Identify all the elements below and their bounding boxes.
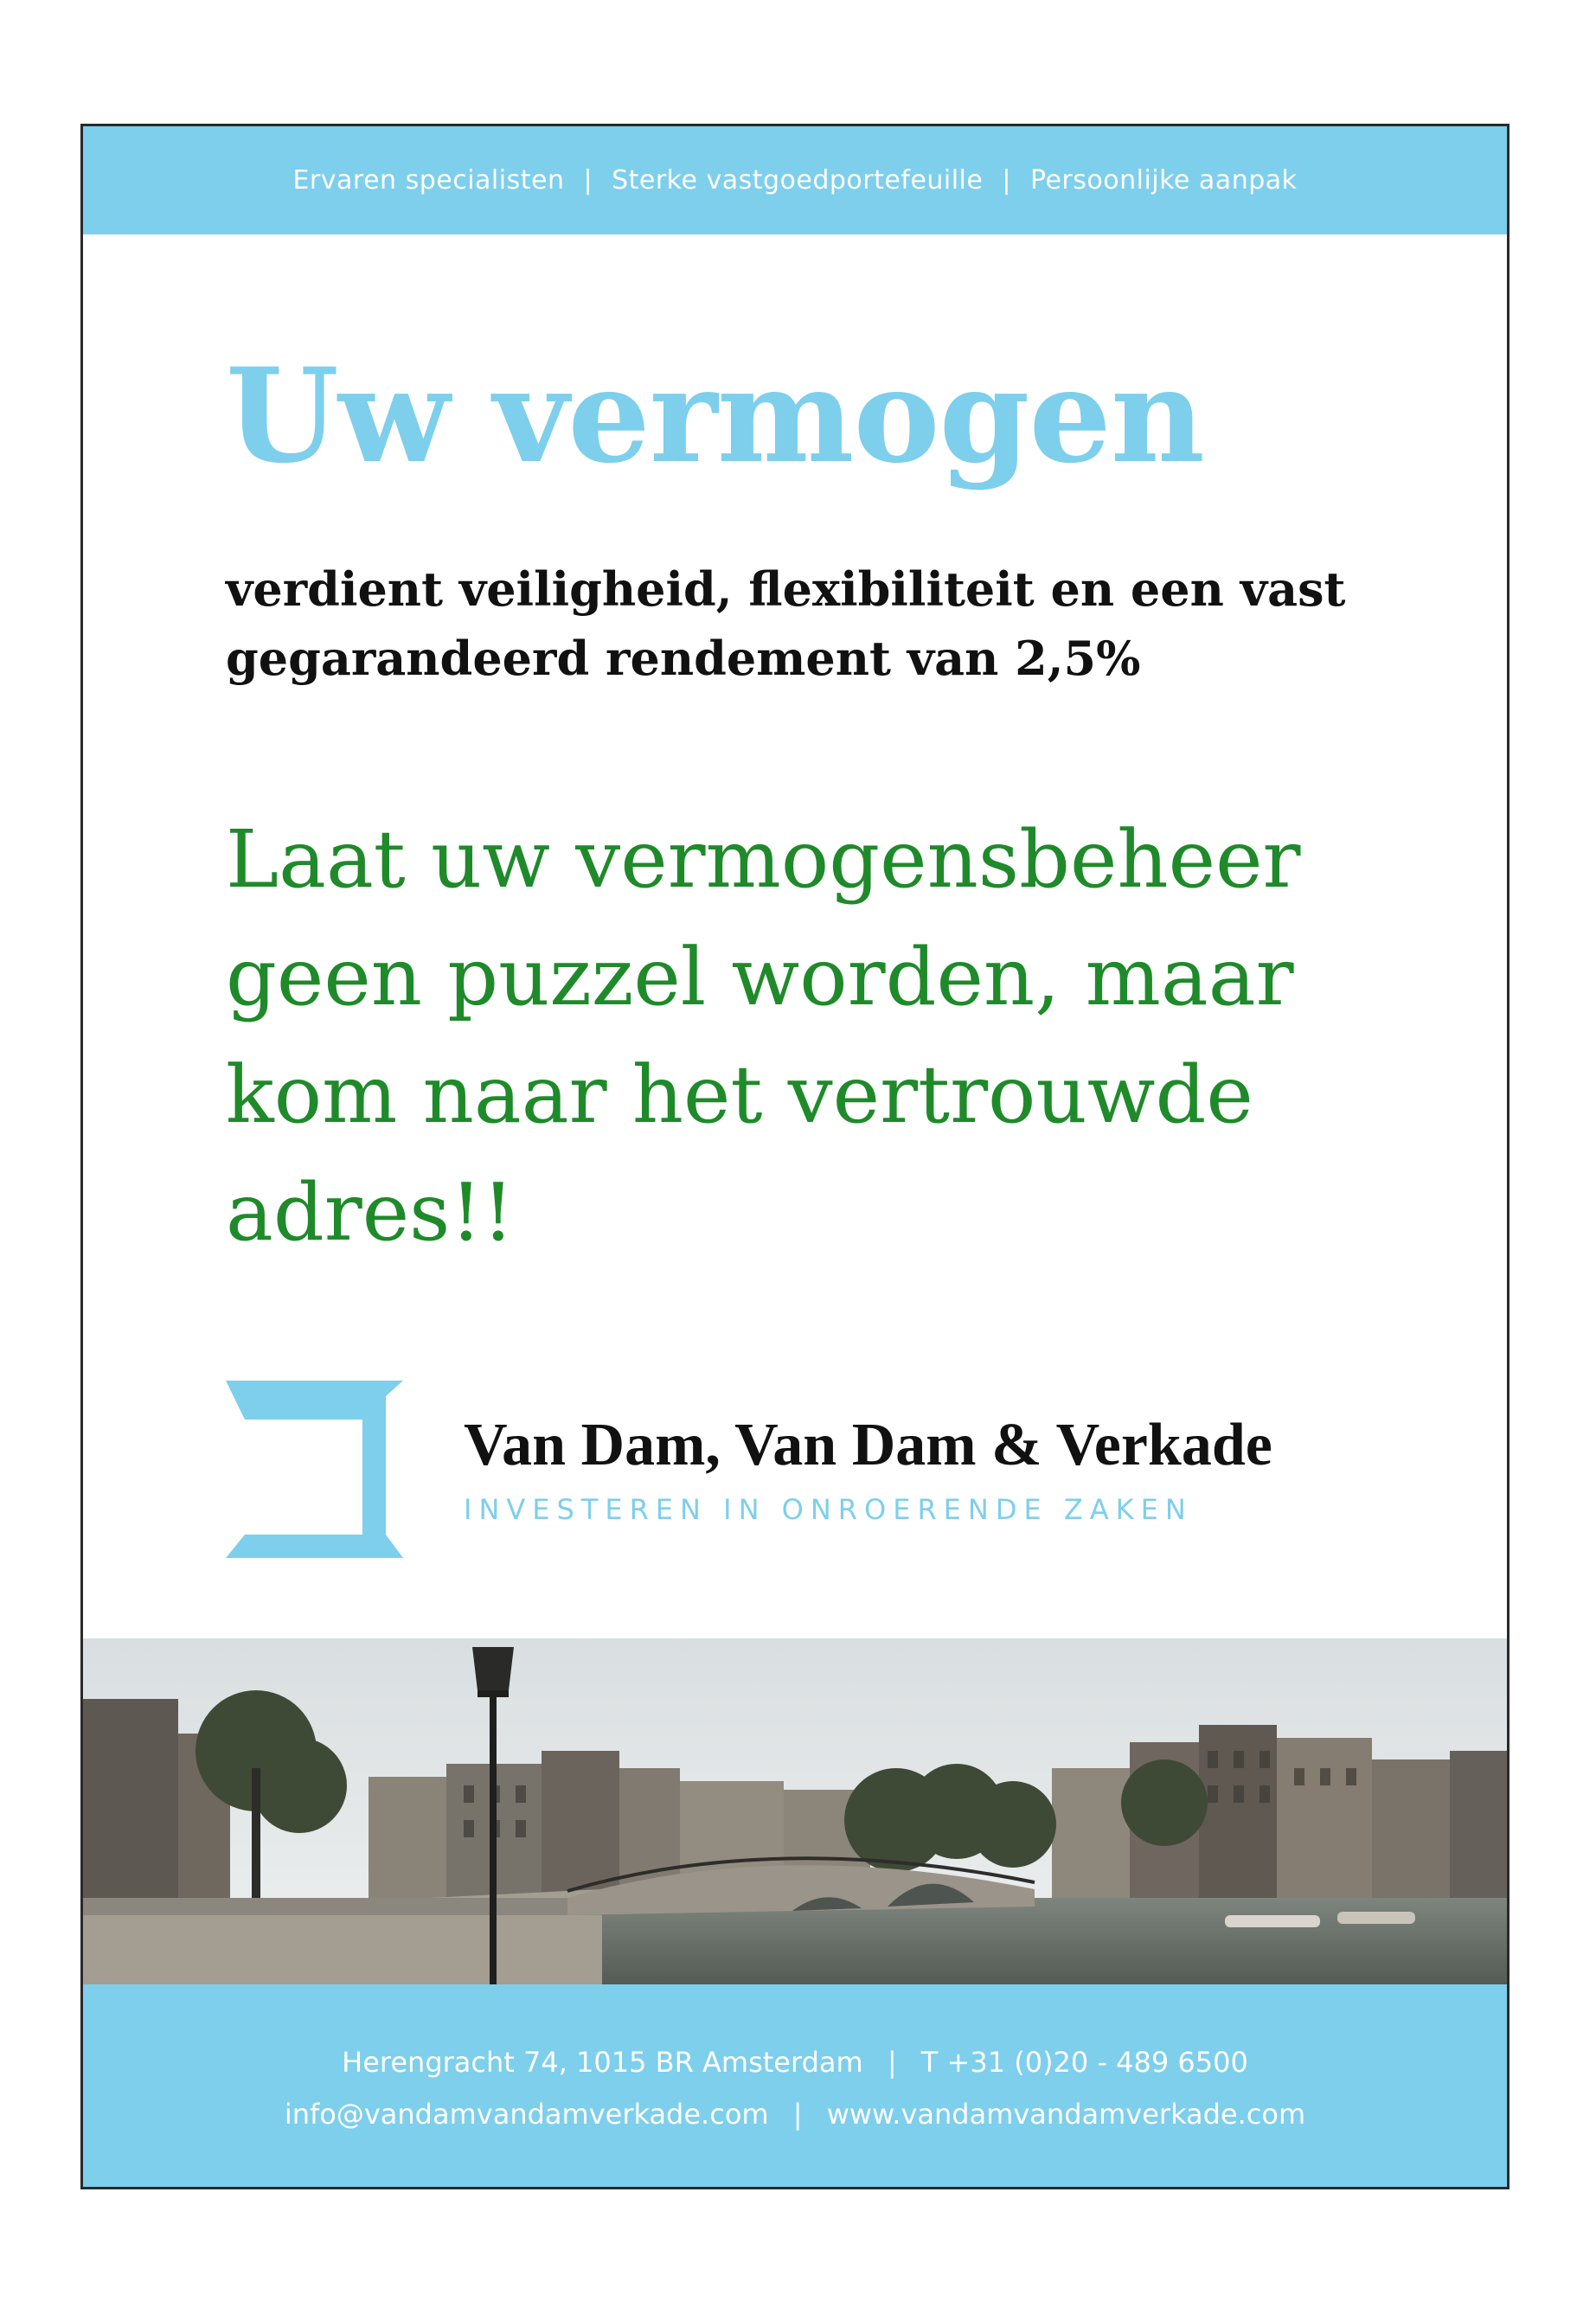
pitch-text — [226, 801, 1471, 1272]
bracket-logo-icon — [226, 1381, 403, 1558]
pitch-line-2: geen puzzel worden, maar — [226, 931, 1294, 1023]
company-tagline: INVESTEREN IN ONROERENDE ZAKEN — [464, 1493, 1193, 1526]
pitch-line-3: kom naar het vertrouwde — [226, 1048, 1253, 1141]
amsterdam-canal-photo — [83, 1638, 1507, 1984]
banner-separator: | — [1002, 165, 1011, 195]
subheadline-line-1: verdient veiligheid, flexibiliteit en een vast — [226, 561, 1346, 617]
company-name: Van Dam, Van Dam & Verkade — [464, 1412, 1272, 1478]
footer-line-address — [83, 2046, 1507, 2079]
subheadline-line-2: gegarandeerd rendement van 2,5% — [226, 631, 1141, 686]
subheadline — [226, 554, 1437, 693]
pitch-line-1: Laat uw vermogensbeheer — [226, 813, 1301, 906]
pitch-line-4: adres!! — [226, 1166, 515, 1259]
top-banner — [83, 126, 1507, 234]
headline: Uw vermogen — [226, 340, 1204, 492]
banner-separator: | — [583, 165, 593, 195]
phone-text: T +31 (0)20 - 489 6500 — [920, 2046, 1248, 2079]
footer-separator: | — [887, 2046, 897, 2079]
email-link[interactable]: info@vandamvandamverkade.com — [284, 2098, 769, 2131]
banner-item-specialists: Ervaren specialisten — [292, 165, 565, 195]
banner-item-approach: Persoonlijke aanpak — [1029, 165, 1298, 195]
footer-line-online — [83, 2098, 1507, 2131]
advertisement-page — [80, 124, 1509, 2189]
address-text: Herengracht 74, 1015 BR Amsterdam — [342, 2046, 863, 2079]
footer-separator: | — [792, 2098, 803, 2131]
banner-item-portfolio: Sterke vastgoedportefeuille — [612, 165, 984, 195]
website-link[interactable]: www.vandamvandamverkade.com — [826, 2098, 1306, 2131]
contact-footer — [83, 1984, 1507, 2189]
